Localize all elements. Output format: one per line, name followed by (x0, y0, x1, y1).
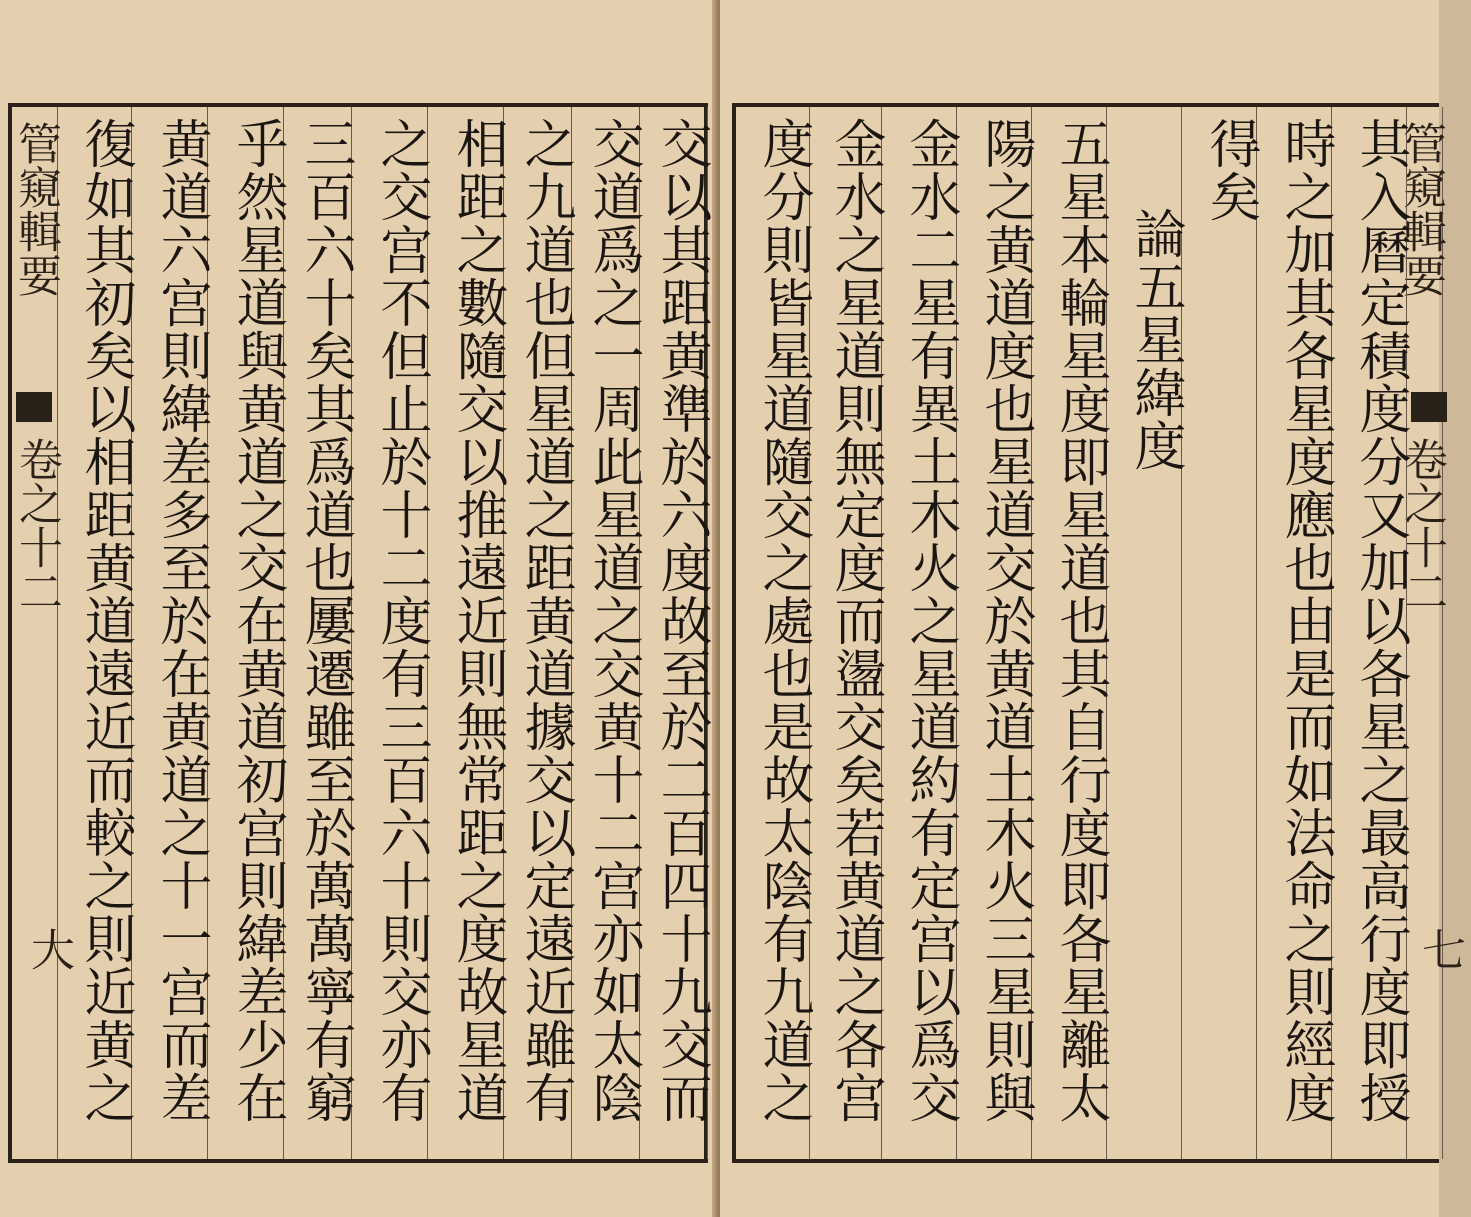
text-column: 五星本輪星度即星道也其自行度即各星離太 (1032, 107, 1107, 1159)
text-column: 金水二星有異土木火之星道約有定宫以爲交 (882, 107, 957, 1159)
book-title: 管窺輯要 (1395, 121, 1446, 297)
section-heading: 論五星緯度 (1107, 107, 1182, 1159)
right-page (720, 0, 1465, 1217)
page-number: 七 (1414, 927, 1465, 971)
banxin-strip (10, 107, 62, 1159)
text-column: 乎然星道與黄道之交在黄道初宫則緯差少在 (208, 107, 284, 1159)
text-column: 得矣 (1182, 107, 1257, 1159)
banxin-strip (1395, 107, 1447, 1159)
text-column: 相距之數隨交以推遠近則無常距之度故星道 (428, 107, 504, 1159)
text-column: 陽之黄道度也星道交於黄道土木火三星則與 (957, 107, 1032, 1159)
fish-tail-mark (1411, 392, 1447, 422)
text-column: 交以其距黄準於六度故至於二百四十九交而 (640, 107, 708, 1159)
text-column: 時之加其各星度應也由是而如法命之則經度 (1257, 107, 1332, 1159)
left-text-frame (8, 103, 711, 1163)
text-column: 金水之星道則無定度而盪交矣若黄道之各宫 (810, 107, 882, 1159)
text-column: 之交宫不但止於十二度有三百六十則交亦有 (352, 107, 428, 1159)
text-column: 交道爲之一周此星道之交黄十二宫亦如太陰 (572, 107, 640, 1159)
volume-label: 卷之十二 (1396, 437, 1447, 613)
text-column: 度分則皆星道隨交之處也是故太陰有九道之 (736, 107, 810, 1159)
book-title: 管窺輯要 (10, 121, 61, 297)
text-column: 其入曆定積度分又加以各星之最高行度即授 (1332, 107, 1407, 1159)
fish-tail-mark (16, 392, 52, 422)
left-page (0, 0, 718, 1217)
volume-label: 卷之十二 (11, 437, 62, 613)
page-number: 大 (23, 927, 74, 971)
right-text-frame (732, 103, 1465, 1163)
text-column: 黄道六宫則緯差多至於在黄道之十一宫而差 (132, 107, 208, 1159)
text-column: 之九道也但星道之距黄道據交以定遠近雖有 (504, 107, 572, 1159)
text-column: 三百六十矣其爲道也屢遷雖至於萬萬寧有窮 (284, 107, 352, 1159)
text-column: 復如其初矣以相距黄道遠近而較之則近黄之 (58, 107, 132, 1159)
